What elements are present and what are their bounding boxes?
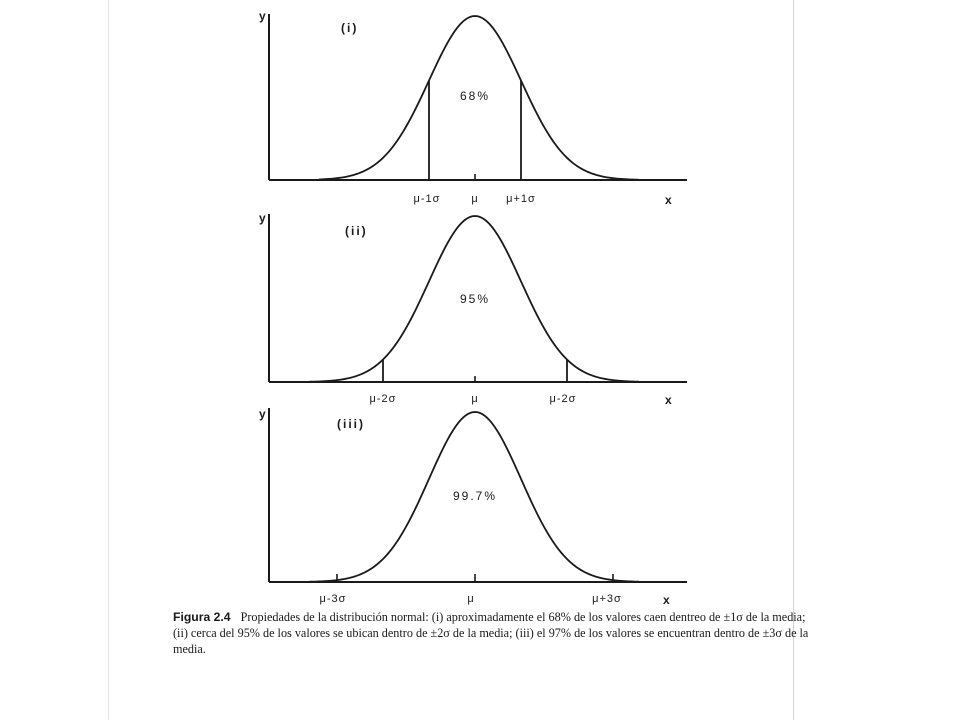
panel-i-percent-label: 68% [459, 89, 491, 103]
panel-i-tick-label-left: μ-1σ [413, 193, 441, 205]
panel-iii-x-axis-label: x [663, 593, 670, 607]
panel-ii-tick-label-right: μ-2σ [549, 393, 577, 405]
caption-text: Propiedades de la distribución normal: (i) aproximadamente el 68% de los valores caen dentreo de ±1σ de la media; (ii) cerca del 95% de los valores se ubican dentro de ±2σ de la media; (iii) el 97% de los valores se encuentran dentro de ±3σ de la media. [173, 610, 809, 656]
scanned-page [108, 0, 809, 720]
panel-i-y-axis-label: y [259, 9, 266, 23]
panel-iii-tick-label-mean: μ [467, 593, 475, 605]
panel-iii-percent-label: 99.7% [452, 489, 498, 503]
panel-i [259, 9, 687, 207]
panel-iii-tick-label-right: μ+3σ [592, 593, 622, 605]
panel-i-tick-label-right: μ+1σ [506, 193, 536, 205]
panel-ii-x-axis-label: x [665, 393, 672, 407]
figure-label: Figura 2.4 [173, 610, 231, 624]
panel-ii-tick-label-left: μ-2σ [369, 393, 397, 405]
panel-i-label: (i) [341, 21, 359, 35]
panel-ii [259, 211, 687, 407]
panel-iii [259, 407, 687, 607]
panel-iii-tick-label-left: μ-3σ [319, 593, 347, 605]
panel-i-x-axis-label: x [665, 193, 672, 207]
panel-ii-tick-label-mean: μ [471, 393, 479, 405]
figure-caption [173, 610, 813, 658]
panel-i-tick-label-mean: μ [471, 193, 479, 205]
panel-ii-y-axis-label: y [259, 211, 266, 225]
panel-iii-y-axis-label: y [259, 407, 266, 421]
panel-ii-label: (ii) [345, 224, 368, 238]
panel-iii-label: (iii) [337, 417, 365, 431]
panel-ii-percent-label: 95% [459, 292, 491, 306]
